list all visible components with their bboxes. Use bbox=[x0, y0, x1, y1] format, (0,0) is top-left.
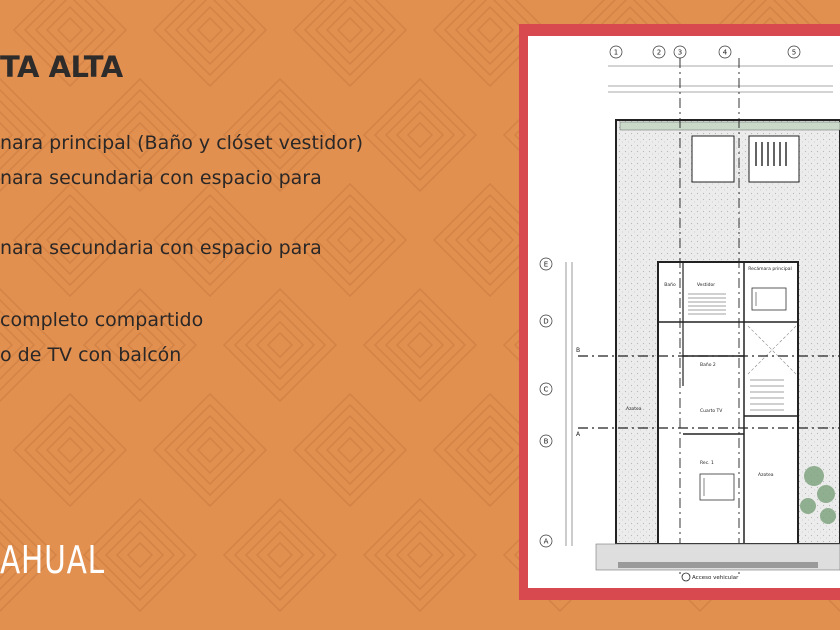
pattern-diamond bbox=[408, 123, 432, 147]
pattern-diamond bbox=[375, 300, 465, 390]
pattern-diamond bbox=[235, 300, 325, 390]
room-label-bath-2: Baño 2 bbox=[700, 363, 716, 368]
bullet-tv-room: o de TV con balcón bbox=[0, 344, 182, 366]
grid-axis-2 bbox=[653, 46, 665, 58]
grid-label-A: A bbox=[543, 537, 549, 546]
pattern-diamond bbox=[257, 532, 303, 578]
grid-axis-E bbox=[540, 258, 552, 270]
pattern-diamond bbox=[198, 18, 222, 42]
slide-title: TA ALTA bbox=[0, 50, 123, 84]
grid-label-4: 4 bbox=[722, 48, 728, 57]
grid-label-5: 5 bbox=[791, 48, 797, 57]
grid-axis-5 bbox=[788, 46, 800, 58]
room-label-bedroom-1: Rec. 1 bbox=[700, 461, 714, 466]
grid-label-B: B bbox=[543, 437, 549, 446]
grid-label-2: 2 bbox=[656, 48, 662, 57]
pattern-diamond bbox=[397, 532, 443, 578]
pattern-diamond bbox=[47, 427, 93, 473]
bullet-secondary-bedroom-2: nara secundaria con espacio para bbox=[0, 237, 322, 259]
pattern-diamond bbox=[58, 438, 82, 462]
pattern-diamond bbox=[58, 18, 82, 42]
pattern-diamond bbox=[397, 322, 443, 368]
grid-axis-1 bbox=[610, 46, 622, 58]
section-marker-b: B bbox=[576, 347, 581, 354]
room-label-roof-left: Azotea bbox=[626, 407, 642, 412]
grid-axis-3 bbox=[674, 46, 686, 58]
pattern-diamond bbox=[408, 543, 432, 567]
grid-axis-B bbox=[540, 435, 552, 447]
pattern-diamond bbox=[257, 322, 303, 368]
pattern-diamond bbox=[117, 532, 163, 578]
room-label-closet: Vestidor bbox=[696, 283, 716, 288]
room-label-bath: Baño bbox=[664, 283, 676, 288]
grid-label-D: D bbox=[543, 317, 549, 326]
pattern-diamond bbox=[338, 438, 362, 462]
pattern-diamond bbox=[478, 438, 502, 462]
pattern-diamond bbox=[14, 394, 126, 506]
grid-axis-C bbox=[540, 383, 552, 395]
pattern-diamond bbox=[198, 438, 222, 462]
section-marker-a: A bbox=[576, 431, 581, 438]
room-label-roof-right: Azotea bbox=[758, 473, 774, 478]
room-label-master-bedroom: Recámara principal bbox=[748, 267, 792, 272]
pattern-diamond bbox=[327, 427, 373, 473]
pattern-diamond bbox=[294, 394, 406, 506]
pattern-diamond bbox=[478, 228, 502, 252]
pattern-diamond bbox=[467, 217, 513, 263]
grid-axis-4 bbox=[719, 46, 731, 58]
pattern-diamond bbox=[95, 510, 185, 600]
pattern-diamond bbox=[338, 18, 362, 42]
grid-axis-D bbox=[540, 315, 552, 327]
pattern-diamond bbox=[327, 7, 373, 53]
pattern-diamond bbox=[128, 543, 152, 567]
pattern-diamond bbox=[305, 405, 395, 495]
brand-logo: AHUAL bbox=[0, 538, 105, 582]
entrance-label: Acceso vehicular bbox=[692, 575, 739, 581]
bullet-master-bedroom: nara principal (Baño y clóset vestidor) bbox=[0, 132, 364, 154]
pattern-diamond bbox=[165, 405, 255, 495]
pattern-diamond bbox=[268, 333, 292, 357]
pattern-diamond bbox=[187, 427, 233, 473]
bullet-shared-bathroom: completo compartido bbox=[0, 309, 204, 331]
pattern-diamond bbox=[25, 405, 115, 495]
pattern-diamond bbox=[47, 7, 93, 53]
pattern-diamond bbox=[408, 333, 432, 357]
pattern-diamond bbox=[375, 510, 465, 600]
pattern-diamond bbox=[327, 217, 373, 263]
pattern-diamond bbox=[224, 289, 336, 401]
pattern-diamond bbox=[235, 510, 325, 600]
pattern-diamond bbox=[467, 427, 513, 473]
pattern-diamond bbox=[478, 18, 502, 42]
grid-label-1: 1 bbox=[613, 48, 619, 57]
pattern-diamond bbox=[467, 7, 513, 53]
pattern-diamond bbox=[375, 90, 465, 180]
grid-label-E: E bbox=[543, 260, 549, 269]
pattern-diamond bbox=[364, 289, 476, 401]
pattern-diamond bbox=[397, 112, 443, 158]
pattern-diamond bbox=[268, 543, 292, 567]
pattern-diamond bbox=[338, 228, 362, 252]
pattern-diamond bbox=[224, 499, 336, 611]
grid-axis-A bbox=[540, 535, 552, 547]
bullet-secondary-bedroom-1: nara secundaria con espacio para bbox=[0, 167, 322, 189]
grid-label-3: 3 bbox=[677, 48, 683, 57]
pattern-diamond bbox=[364, 79, 476, 191]
pattern-diamond bbox=[187, 7, 233, 53]
floor-plan bbox=[528, 36, 840, 588]
grid-label-C: C bbox=[543, 385, 549, 394]
pattern-diamond bbox=[364, 499, 476, 611]
room-label-tv-room: Cuarto TV bbox=[700, 409, 723, 414]
pattern-diamond bbox=[154, 394, 266, 506]
